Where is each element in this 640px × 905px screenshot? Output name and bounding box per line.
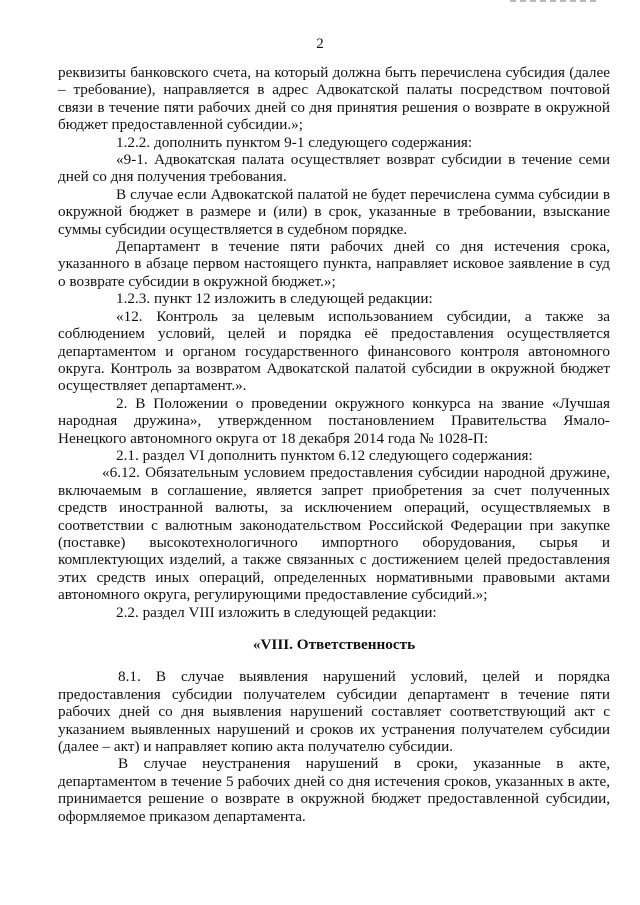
paragraph-6: 1.2.3. пункт 12 изложить в следующей редакции:: [116, 290, 433, 308]
page-number: 2: [316, 36, 324, 52]
scan-edge-mark: [510, 0, 600, 2]
paragraph-9: 2.1. раздел VI дополнить пунктом 6.12 следующего содержания:: [116, 446, 533, 464]
paragraph-3: «9-1. Адвокатская палата осуществляет возврат субсидии в течение семи дней со дня получения требования.: [58, 151, 610, 186]
section-paragraph-2: В случае неустранения нарушений в сроки, указанные в акте, департаментом в течение 5 рабочих дней со дня истечения сроков, указанных в акте, принимается решение о возврате в окружной бюджет предоставленной субсидии, оформляемое приказом департамента.: [58, 755, 610, 825]
paragraph-10: «6.12. Обязательным условием предоставления субсидии народной дружине, включаемым в соглашение, является запрет приобретения за счет полученных средств иностранной валюты, за исключением операций, осуществляемых в соответствии с валютным законодательством Российской Федерации при закупке (поставке) высокотехнологичного импортного оборудования, сырья и комплектующих изделий, а также связанных с достижением целей предоставления этих средств иных операций, определенных нормативными правовыми актами автономного округа, регулирующими предоставление субсидий.»;: [58, 464, 610, 604]
paragraph-4: В случае если Адвокатской палатой не будет перечислена сумма субсидии в окружной бюджет в размере и (или) в срок, указанные в требовании, взыскание суммы субсидии осуществляется в судебном порядке.: [58, 185, 610, 238]
section-title: «VIII. Ответственность: [252, 636, 416, 653]
paragraph-7: «12. Контроль за целевым использованием субсидии, а также за соблюдением условий, целей и порядка её предоставления осуществляется департаментом и органом государственного финансового контроля автономного округа. Контроль за возвратом Адвокатской палатой субсидии в окружной бюджет осуществляет департамент.».: [58, 307, 610, 395]
section-paragraph-1: 8.1. В случае выявления нарушений условий, целей и порядка предоставления субсидии получателем субсидии департамент в течение пяти рабочих дней со дня выявления нарушений составляет соответствующий акт с указанием выявленных нарушений и сроков их устранения получателем субсидии (далее – акт) и направляет копию акта получателю субсидии.: [58, 668, 610, 756]
document-body: [58, 64, 610, 825]
paragraph-2: 1.2.2. дополнить пунктом 9-1 следующего содержания:: [116, 133, 473, 151]
paragraph-11: 2.2. раздел VIII изложить в следующей редакции:: [116, 603, 437, 621]
paragraph-5: Департамент в течение пяти рабочих дней со дня истечения срока, указанного в абзаце первом настоящего пункта, направляет исковое заявление в суд о возврате субсидии в окружной бюджет.»;: [58, 238, 610, 290]
paragraph-8: 2. В Положении о проведении окружного конкурса на звание «Лучшая народная дружина», утвержденном постановлением Правительства Ямало-Ненецкого автономного округа от 18 декабря 2014 года № 1028-П:: [58, 394, 610, 447]
paragraph-1: реквизиты банковского счета, на который должна быть перечислена субсидия (далее – требование), направляется в адрес Адвокатской палаты посредством почтовой связи в течение пяти рабочих дней со дня принятия решения о возврате в окружной бюджет предоставленной субсидии.»;: [58, 64, 610, 134]
